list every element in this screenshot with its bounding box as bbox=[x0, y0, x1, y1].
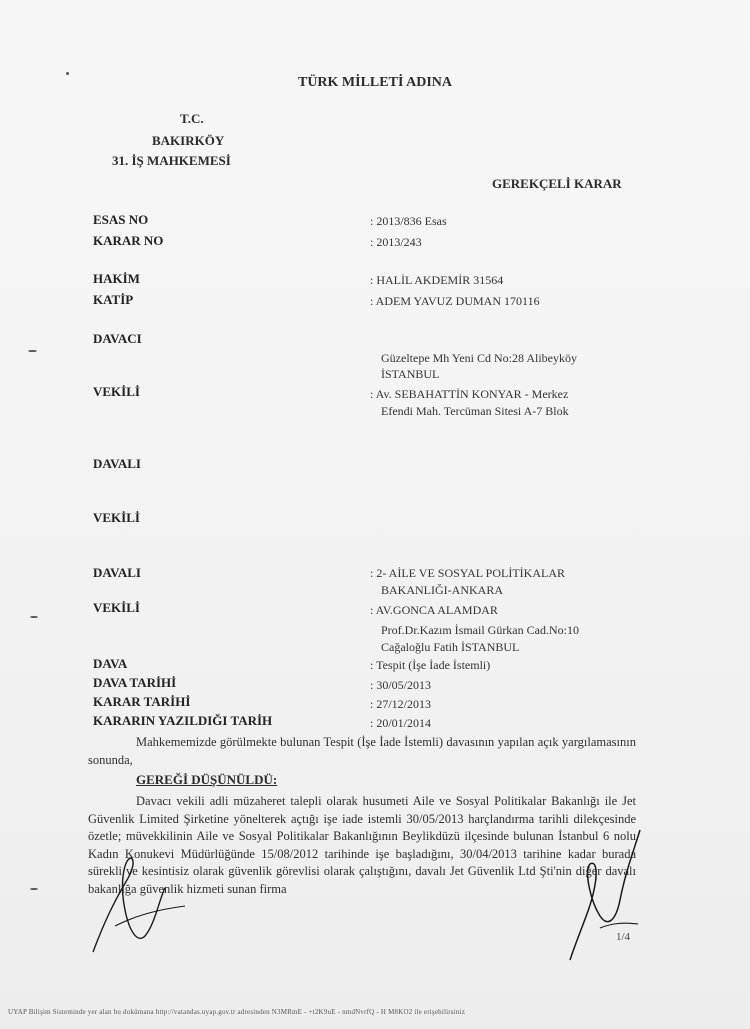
dava-label: DAVA bbox=[93, 656, 128, 671]
davali2-vekili-line3: Cağaloğlu Fatih İSTANBUL bbox=[381, 640, 520, 654]
intro-paragraph: Mahkememizde görülmekte bulunan Tespit (İşe İade İstemli) davasının yapılan açık yargılamasının sonunda, bbox=[88, 735, 636, 767]
yazildigi-tarih-label: KARARIN YAZILDIĞI TARİH bbox=[93, 713, 273, 728]
davaci-label: DAVACI bbox=[93, 331, 142, 346]
karar-tarihi-label: KARAR TARİHİ bbox=[93, 694, 191, 709]
decision-type: GEREKÇELİ KARAR bbox=[492, 176, 622, 191]
tc-heading: T.C. bbox=[180, 111, 204, 126]
esas-no-value: : 2013/836 Esas bbox=[370, 214, 447, 228]
page-number: 1/4 bbox=[616, 931, 631, 943]
davaci-vekili-line1: : Av. SEBAHATTİN KONYAR - Merkez bbox=[370, 387, 569, 401]
davali2-line2: BAKANLIĞI-ANKARA bbox=[381, 583, 503, 597]
dava-tarihi-label: DAVA TARİHİ bbox=[93, 675, 177, 690]
section-heading: GEREĞİ DÜŞÜNÜLDÜ: bbox=[136, 772, 278, 787]
davali1-vekili-label: VEKİLİ bbox=[93, 510, 140, 525]
karar-no-value: : 2013/243 bbox=[370, 235, 422, 249]
dava-tarihi-value: : 30/05/2013 bbox=[370, 678, 432, 692]
body-paragraph: Davacı vekili adli müzaheret talepli olarak husumeti Aile ve Sosyal Politikalar Bakanlığı ile Jet Güvenlik Limited Şirketine yönelterek açtığı işe iade istemli 30/05/2013 harçlandırma tarihli dilekçesinde özetle; müvekkilinin Aile ve Sosyal Politikalar Bakanlığının Beylikdüzü ilçesinde bulunan İstanbul 6 nolu Kadın Konukevi Müdürlüğünde 15/08/2012 tarihinde işe başladığını, 30/04/2013 tarihine kadar burada sürekli ve kesintisiz olarak güvenlik görevlisi olarak çalıştığını, davalı Jet Güvenlik Ltd Şti'nin diğer davalı bakanlığa güvenlik hizmeti sunan firma bbox=[88, 794, 636, 896]
davali2-vekili-line2: Prof.Dr.Kazım İsmail Gürkan Cad.No:10 bbox=[381, 623, 579, 637]
katip-value: : ADEM YAVUZ DUMAN 170116 bbox=[370, 294, 540, 308]
davali2-line1: : 2- AİLE VE SOSYAL POLİTİKALAR bbox=[370, 566, 565, 580]
davali1-label: DAVALI bbox=[93, 456, 141, 471]
signature-left bbox=[85, 840, 195, 960]
court-name: 31. İŞ MAHKEMESİ bbox=[112, 153, 231, 168]
esas-no-label: ESAS NO bbox=[93, 212, 149, 227]
court-city: BAKIRKÖY bbox=[152, 133, 225, 148]
signature-right bbox=[560, 820, 660, 970]
davaci-vekili-label: VEKİLİ bbox=[93, 384, 140, 399]
hakim-value: : HALİL AKDEMİR 31564 bbox=[370, 273, 504, 287]
hakim-label: HAKİM bbox=[93, 271, 140, 286]
davali2-vekili-line1: : AV.GONCA ALAMDAR bbox=[370, 603, 498, 617]
davaci-vekili-line2: Efendi Mah. Tercüman Sitesi A-7 Blok bbox=[381, 404, 569, 418]
karar-no-label: KARAR NO bbox=[93, 233, 164, 248]
katip-label: KATİP bbox=[93, 292, 134, 307]
davaci-address-line1: Güzeltepe Mh Yeni Cd No:28 Alibeyköy bbox=[381, 351, 577, 365]
dava-value: : Tespit (İşe İade İstemli) bbox=[370, 658, 491, 672]
yazildigi-tarih-value: : 20/01/2014 bbox=[370, 716, 432, 730]
scan-speck bbox=[30, 616, 38, 618]
davali2-vekili-label: VEKİLİ bbox=[93, 600, 140, 615]
scan-speck bbox=[28, 350, 37, 352]
davaci-address-line2: İSTANBUL bbox=[381, 367, 440, 381]
davali2-label: DAVALI bbox=[93, 565, 141, 580]
karar-tarihi-value: : 27/12/2013 bbox=[370, 697, 432, 711]
uyap-footer: UYAP Bilişim Sisteminde yer alan bu dokümana http://vatandas.uyap.gov.tr adresinden N3MRmE - +t2K9uE - nmdNvrfQ - H M8KO2 ile erişebilirsiniz bbox=[8, 1008, 466, 1016]
document-title: TÜRK MİLLETİ ADINA bbox=[297, 75, 453, 90]
scan-speck bbox=[30, 888, 38, 890]
